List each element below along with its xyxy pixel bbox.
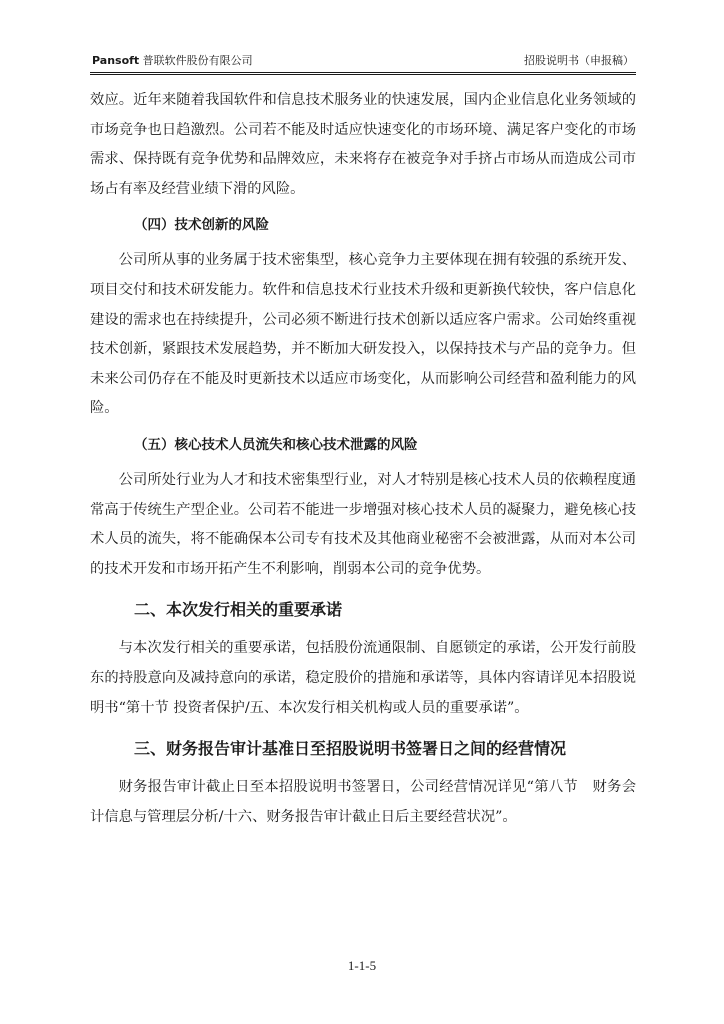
heading-post-audit-operations: 三、财务报告审计基准日至招股说明书签署日之间的经营情况 — [134, 739, 567, 759]
header-company — [92, 52, 253, 70]
page-body — [90, 86, 636, 832]
paragraph-core-talent: 公司所处行业为人才和技术密集型行业，对人才特别是核心技术人员的依赖程度通常高于传统生产型企业。公司若不能进一步增强对核心技术人员的凝聚力，避免核心技术人员的流失，将不能确保本公司专有技术及其他商业秘密不会被泄露，从而对本公司的技术开发和市场开拓产生不利影响，削弱本公司的竞争优势。 — [90, 471, 636, 577]
company-name: 普联软件股份有限公司 — [142, 54, 253, 67]
heading-important-commitments: 二、本次发行相关的重要承诺 — [134, 600, 343, 620]
paragraph-commitments: 与本次发行相关的重要承诺，包括股份流通限制、自愿锁定的承诺，公开发行前股东的持股意向及减持意向的承诺，稳定股价的措施和承诺等，具体内容请详见本招股说明书“第十节 投资者保护/五、本次发行相关机构或人员的重要承诺”。 — [90, 640, 636, 716]
heading-tech-innovation-risk: （四）技术创新的风险 — [134, 217, 269, 234]
header-divider — [90, 72, 636, 75]
page-number: 1-1-5 — [347, 958, 377, 973]
paragraph-tech-innovation: 公司所从事的业务属于技术密集型，核心竞争力主要体现在拥有较强的系统开发、项目交付和技术研发能力。软件和信息技术行业技术升级和更新换代较快，客户信息化建设的需求也在持续提升，公司必须不断进行技术创新以适应客户需求。公司始终重视技术创新，紧跟技术发展趋势，并不断加大研发投入，以保持技术与产品的竞争力。但未来公司仍存在不能及时更新技术以适应市场变化，从而影响公司经营和盈利能力的风险。 — [90, 252, 636, 417]
heading-core-talent-risk: （五）核心技术人员流失和核心技术泄露的风险 — [134, 436, 418, 453]
paragraph-market-competition: 效应。近年来随着我国软件和信息技术服务业的快速发展，国内企业信息化业务领域的市场竞争也日趋激烈。公司若不能及时适应快速变化的市场环境、满足客户变化的市场需求、保持既有竞争优势和品牌效应，未来将存在被竞争对手挤占市场从而造成公司市场占有率及经营业绩下滑的风险。 — [90, 92, 636, 197]
document-title: 招股说明书（申报稿） — [524, 54, 634, 67]
paragraph-post-audit: 财务报告审计截止日至本招股说明书签署日，公司经营情况详见“第八节 财务会计信息与管理层分析/十六、财务报告审计截止日后主要经营状况”。 — [90, 779, 636, 825]
page-header — [90, 52, 636, 70]
company-brand: Pansoft — [92, 54, 140, 67]
